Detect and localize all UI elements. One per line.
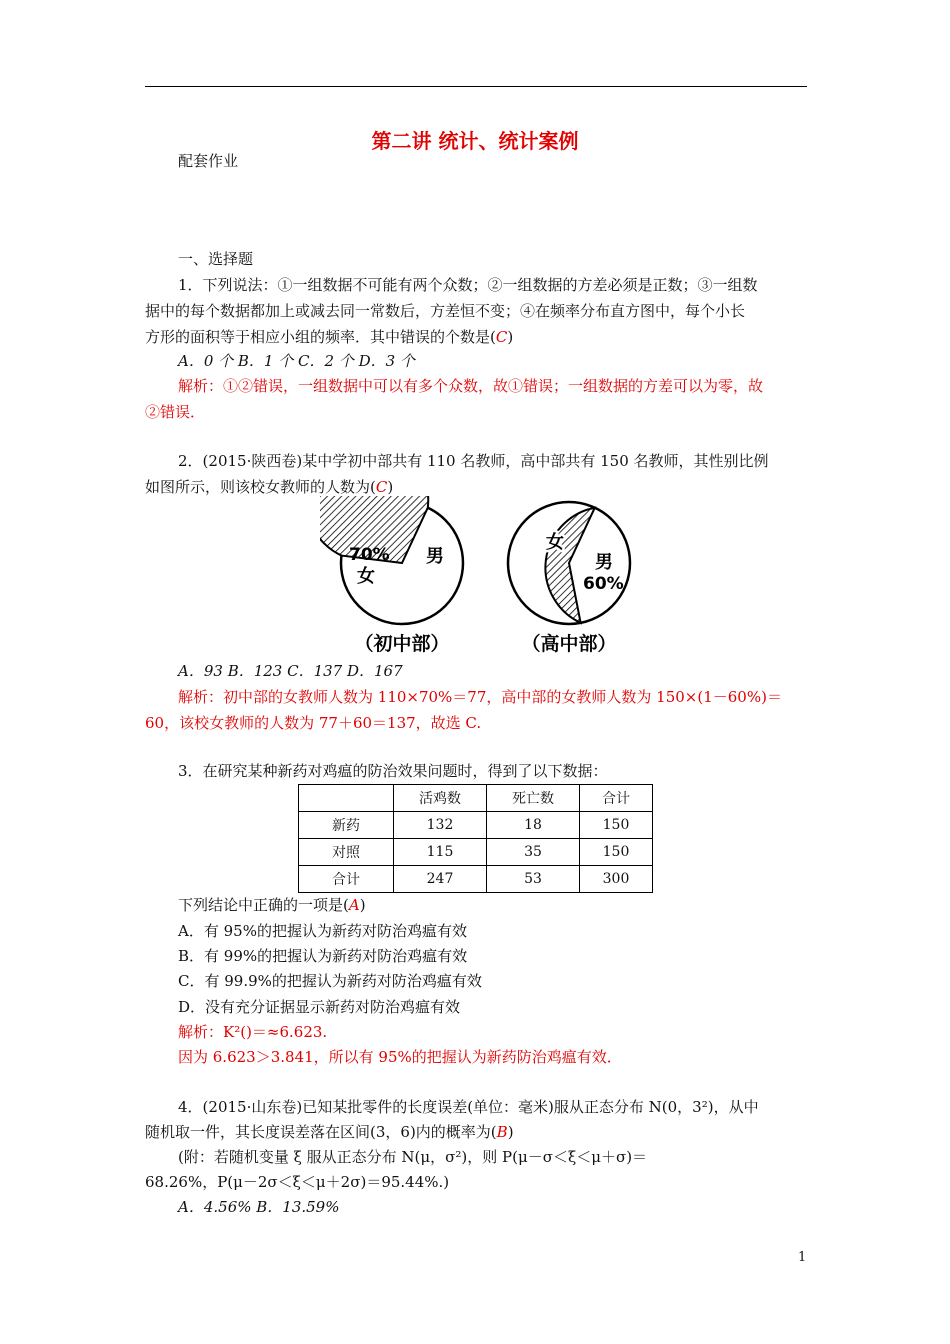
table-cell: 53 bbox=[487, 866, 580, 893]
table-header-cell bbox=[299, 785, 394, 812]
pie-senior-male-label: 男 bbox=[595, 552, 613, 573]
table-cell: 132 bbox=[394, 812, 487, 839]
subtitle: 配套作业 bbox=[178, 152, 239, 170]
table-header-cell: 活鸡数 bbox=[394, 785, 487, 812]
table-cell: 35 bbox=[487, 839, 580, 866]
table-cell: 新药 bbox=[299, 812, 394, 839]
q1-solution-1: 解析：①②错误，一组数据中可以有多个众数，故①错误；一组数据的方差可以为零，故 bbox=[178, 377, 764, 395]
pie-junior bbox=[320, 496, 463, 655]
q1-line-2: 据中的每个数据都加上或减去同一常数后，方差恒不变；④在频率分布直方图中，每个小长 bbox=[145, 302, 746, 320]
q2-line-2: 如图所示，则该校女教师的人数为(C) bbox=[145, 478, 394, 496]
q4-line-1: 4．(2015·山东卷)已知某批零件的长度误差(单位：毫米)服从正态分布 N(0，3²)，从中 bbox=[178, 1098, 759, 1116]
table-cell: 合计 bbox=[299, 866, 394, 893]
table-header-row bbox=[299, 785, 653, 812]
q4-line-4: 68.26%，P(μ－2σ＜ξ＜μ＋2σ)＝95.44%.) bbox=[145, 1173, 450, 1191]
pie-junior-male-label: 男 bbox=[426, 546, 444, 567]
table-cell: 150 bbox=[580, 812, 653, 839]
q2-answer: C bbox=[375, 478, 388, 496]
q3-option-b: B．有 99%的把握认为新药对防治鸡瘟有效 bbox=[178, 947, 468, 965]
q3-option-d: D．没有充分证据显示新药对防治鸡瘟有效 bbox=[178, 998, 461, 1016]
q3-answer: A bbox=[348, 896, 360, 914]
q1-solution-2: ②错误． bbox=[145, 403, 206, 421]
pie-senior bbox=[508, 502, 630, 655]
table-row bbox=[299, 839, 653, 866]
q1-line-1: 1．下列说法：①一组数据不可能有两个众数；②一组数据的方差必须是正数；③一组数 bbox=[178, 276, 758, 294]
section-heading: 一、选择题 bbox=[178, 250, 254, 268]
table-row bbox=[299, 812, 653, 839]
table-cell: 247 bbox=[394, 866, 487, 893]
table-cell: 150 bbox=[580, 839, 653, 866]
q3-prompt: 下列结论中正确的一项是(A) bbox=[178, 896, 366, 914]
q1-answer: C bbox=[495, 328, 508, 346]
header-rule bbox=[145, 86, 807, 87]
q3-option-a: A．有 95%的把握认为新药对防治鸡瘟有效 bbox=[178, 922, 467, 940]
q3-solution-2: 因为 6.623＞3.841，所以有 95%的把握认为新药防治鸡瘟有效． bbox=[178, 1048, 622, 1066]
page-number: 1 bbox=[798, 1250, 807, 1265]
pie-junior-caption: （初中部） bbox=[354, 633, 450, 655]
q2-solution-2: 60，该校女教师的人数为 77＋60＝137，故选 C. bbox=[145, 714, 482, 732]
pie-senior-male-pct: 60% bbox=[583, 574, 624, 594]
table-cell: 115 bbox=[394, 839, 487, 866]
q2-solution-1: 解析：初中部的女教师人数为 110×70%＝77，高中部的女教师人数为 150×(1－60%)＝ bbox=[178, 688, 782, 706]
q3-option-c: C．有 99.9%的把握认为新药对防治鸡瘟有效 bbox=[178, 972, 482, 990]
table-header-cell: 合计 bbox=[580, 785, 653, 812]
q4-answer: B bbox=[496, 1123, 508, 1141]
q3-stem: 3．在研究某种新药对鸡瘟的防治效果问题时，得到了以下数据： bbox=[178, 762, 608, 780]
page-title: 第二讲 统计、统计案例 bbox=[371, 129, 579, 153]
pie-junior-female-pct: 70% bbox=[349, 545, 390, 565]
table-header-cell: 死亡数 bbox=[487, 785, 580, 812]
pie-senior-caption: （高中部） bbox=[521, 633, 617, 655]
q4-line-2: 随机取一件，其长度误差落在区间(3，6)内的概率为(B) bbox=[145, 1123, 514, 1141]
q4-options: A．4.56% B．13.59% bbox=[178, 1198, 340, 1216]
table-row bbox=[299, 866, 653, 893]
pie-junior-female-label: 女 bbox=[357, 566, 375, 587]
q4-line-3: (附：若随机变量 ξ 服从正态分布 N(μ，σ²)，则 P(μ－σ＜ξ＜μ＋σ)＝ bbox=[178, 1148, 648, 1166]
q3-solution-1: 解析：K²()＝≈6.623. bbox=[178, 1023, 328, 1041]
table-cell: 18 bbox=[487, 812, 580, 839]
q1-options: A．0 个 B．1 个 C．2 个 D．3 个 bbox=[178, 352, 415, 370]
table-cell: 对照 bbox=[299, 839, 394, 866]
pie-senior-female-label: 女 bbox=[546, 532, 564, 553]
table-cell: 300 bbox=[580, 866, 653, 893]
q1-line-3: 方形的面积等于相应小组的频率．其中错误的个数是(C) bbox=[145, 328, 514, 346]
q2-line-1: 2．(2015·陕西卷)某中学初中部共有 110 名教师，高中部共有 150 名教师，其性别比例 bbox=[178, 452, 769, 470]
q3-data-table bbox=[298, 784, 653, 893]
q2-options: A．93 B．123 C．137 D．167 bbox=[178, 662, 403, 680]
pie-charts-figure bbox=[320, 496, 650, 662]
